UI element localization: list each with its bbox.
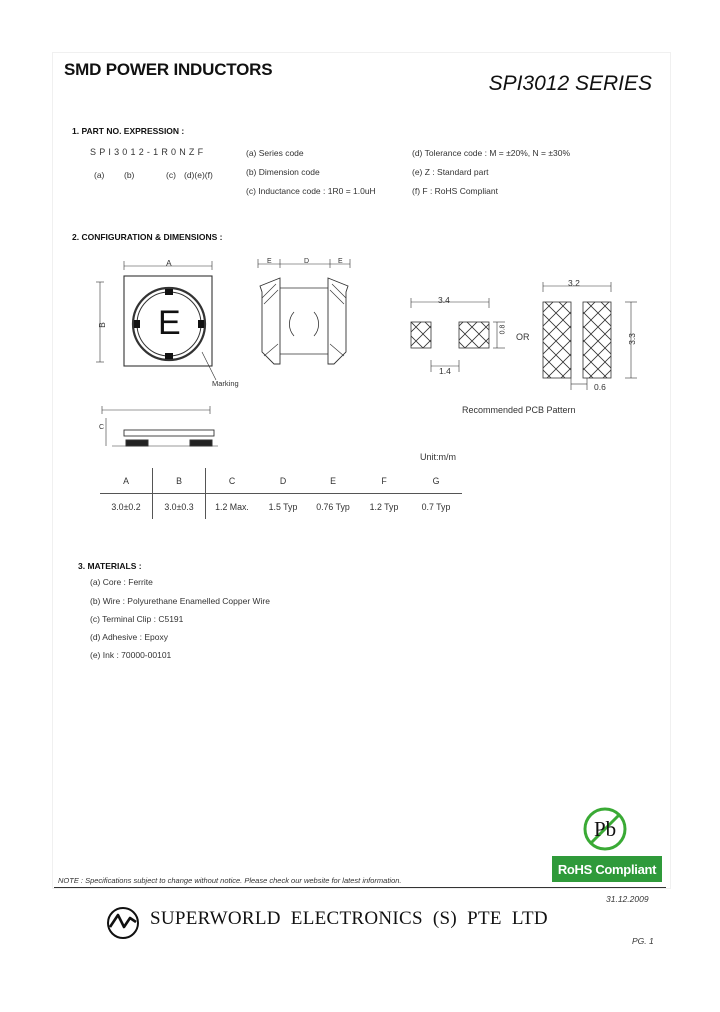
material-item: (e) Ink : 70000-00101: [90, 650, 172, 660]
cell-b: 3.0±0.3: [153, 494, 206, 520]
pb-symbol: Pb: [594, 817, 617, 841]
col-header-a: A: [100, 468, 153, 494]
code-letter-c: (c): [166, 170, 176, 180]
series-title: SPI3012 SERIES: [488, 72, 652, 95]
side-label-d: D: [304, 258, 310, 265]
pcb-dim-3-4: 3.4: [438, 295, 450, 305]
material-item: (c) Terminal Clip : C5191: [90, 614, 184, 624]
desc-b: (b) Dimension code: [246, 167, 320, 177]
material-item: (b) Wire : Polyurethane Enamelled Copper Wire: [90, 596, 270, 606]
cell-a: 3.0±0.2: [111, 501, 141, 512]
side-label-e-left: E: [267, 258, 272, 265]
company-name: SUPERWORLD ELECTRONICS (S) PTE LTD: [150, 908, 548, 929]
dimension-table: [100, 468, 462, 519]
marking-label: Marking: [212, 379, 239, 388]
pcb-dim-0-6: 0.6: [594, 382, 606, 392]
dim-a-label: A: [166, 258, 172, 268]
material-item: (d) Adhesive : Epoxy: [90, 632, 168, 642]
desc-e: (e) Z : Standard part: [412, 167, 489, 177]
col-header-g: G: [410, 468, 462, 494]
col-header-b: B: [153, 468, 206, 494]
cell-f: 1.2 Typ: [369, 501, 399, 512]
config-heading: 2. CONFIGURATION & DIMENSIONS :: [72, 232, 223, 242]
cell-e: 0.76 Typ: [316, 501, 350, 512]
code-letter-b: (b): [124, 170, 135, 180]
desc-d: (d) Tolerance code : M = ±20%, N = ±30%: [412, 148, 571, 158]
pcb-dim-3-3: 3.3: [626, 333, 637, 345]
footer-note: NOTE : Specifications subject to change without notice. Please check our website for latest information.: [58, 876, 402, 885]
code-letter-def: (d)(e)(f): [184, 170, 213, 180]
cell-c: 1.2 Max.: [206, 494, 259, 520]
unit-label: Unit:m/m: [420, 452, 456, 462]
cell-d: 1.5 Typ: [268, 501, 298, 512]
pcb-dim-1-4: 1.4: [439, 366, 451, 376]
material-item: (a) Core : Ferrite: [90, 577, 153, 587]
desc-c: (c) Inductance code : 1R0 = 1.0uH: [246, 186, 376, 196]
footer-date: 31.12.2009: [606, 894, 649, 904]
page-number: PG. 1: [632, 936, 654, 946]
document-title: SMD POWER INDUCTORS: [64, 60, 273, 79]
dim-b-label: B: [96, 322, 107, 328]
side-view-drawing: [250, 252, 365, 377]
col-header-d: D: [258, 468, 308, 494]
marking-letter: E: [158, 304, 181, 342]
pcb-dim-0-8: 0.8: [499, 324, 507, 335]
side-label-e-right: E: [338, 258, 343, 265]
dim-c-label: C: [99, 424, 105, 431]
desc-a: (a) Series code: [246, 148, 304, 158]
part-no-heading: 1. PART NO. EXPRESSION :: [72, 126, 185, 136]
col-header-e: E: [308, 468, 358, 494]
pcb-dim-3-2: 3.2: [568, 278, 580, 288]
footer-divider: [54, 887, 666, 888]
materials-heading: 3. MATERIALS :: [78, 561, 142, 571]
code-letter-a: (a): [94, 170, 105, 180]
col-header-f: F: [358, 468, 410, 494]
col-header-c: C: [206, 468, 259, 494]
desc-f: (f) F : RoHS Compliant: [412, 186, 498, 196]
part-code: SPI3012-1R0NZF: [90, 147, 207, 157]
company-logo-icon: [106, 906, 140, 940]
rohs-compliant-badge: RoHS Compliant: [552, 856, 662, 882]
pcb-caption: Recommended PCB Pattern: [462, 405, 576, 415]
pcb-or-text: OR: [516, 332, 530, 342]
cell-g: 0.7 Typ: [421, 501, 451, 512]
front-view-drawing: [92, 404, 222, 454]
